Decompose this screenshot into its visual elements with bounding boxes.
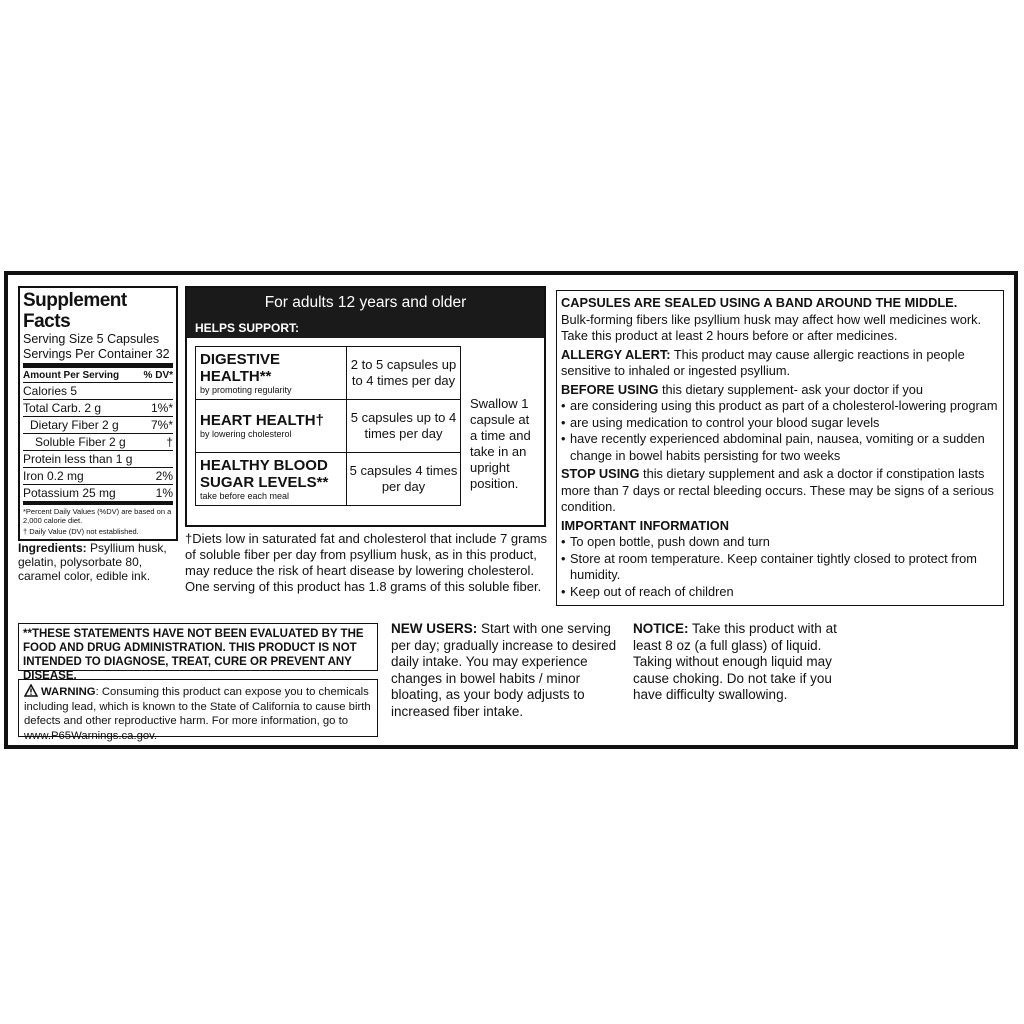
facts-row: Dietary Fiber 2 g 7%* <box>23 416 173 433</box>
allergy-alert: ALLERGY ALERT: This product may cause allergic reactions in people sensitive to inhaled or ingested psyllium. <box>561 346 965 378</box>
directions-title: For adults 12 years and older <box>264 294 467 311</box>
product-label-panel <box>4 271 1018 749</box>
directions-panel <box>185 286 546 527</box>
serving-size: Serving Size 5 Capsules <box>23 332 160 346</box>
warnings-panel <box>556 290 1004 606</box>
facts-row: Iron 0.2 mg 2% <box>23 469 173 483</box>
facts-row: Potassium 25 mg 1% <box>23 486 173 500</box>
facts-row: Protein less than 1 g <box>23 450 173 467</box>
list-item: • are considering using this product as part of a cholesterol-lowering program <box>561 398 998 413</box>
capsules-text: Bulk-forming fibers like psyllium husk may affect how well medicines work. Take this product at least 2 hours before or after medicines. <box>561 311 982 343</box>
facts-row: Calories 5 <box>23 382 173 399</box>
important-information-heading: IMPORTANT INFORMATION <box>561 517 729 533</box>
usage-table <box>195 346 461 506</box>
list-item: • To open bottle, push down and turn <box>561 534 770 549</box>
capsules-heading: CAPSULES ARE SEALED USING A BAND AROUND THE MIDDLE. <box>561 295 958 310</box>
list-item: • Keep out of reach of children <box>561 583 734 599</box>
list-item: • are using medication to control your blood sugar levels <box>561 414 880 430</box>
servings-per-container: Servings Per Container 32 <box>23 347 170 361</box>
fda-disclaimer: **THESE STATEMENTS HAVE NOT BEEN EVALUATED BY THE FOOD AND DRUG ADMINISTRATION. THIS PRODUCT IS NOT INTENDED TO DIAGNOSE, TREAT, CURE OR PREVENT ANY DISEASE. <box>18 623 378 671</box>
supplement-facts-box <box>18 286 178 541</box>
directions-header <box>187 288 544 338</box>
heart-health-claim: †Diets low in saturated fat and cholesterol that include 7 grams of soluble fiber per day from psyllium husk, as in this product, may reduce the risk of heart disease by lowering cholesterol. One serving of this product has 1.8 grams of this soluble fiber. <box>185 531 548 594</box>
prop65-warning: WARNING: Consuming this product can expose you to chemicals including lead, which is known to the State of California to cause birth defects and other reproductive harm. For more information, go to www.P65Warnings.ca.gov. <box>18 679 378 737</box>
swallow-instructions: Swallow 1 capsule at a time and take in an upright position. <box>470 396 531 491</box>
table-row: DIGESTIVE HEALTH** by promoting regularity 2 to 5 capsules up to 4 times per day <box>196 347 461 400</box>
ingredients: Ingredients: Psyllium husk, gelatin, polysorbate 80, caramel color, edible ink. <box>18 541 167 583</box>
before-using: BEFORE USING this dietary supplement- ask your doctor if you <box>561 381 924 397</box>
table-row: HEALTHY BLOOD SUGAR LEVELS** take before each meal 5 capsules 4 times per day <box>196 453 461 506</box>
dv-footnote: *Percent Daily Values (%DV) are based on a 2,000 calorie diet. <box>23 507 172 525</box>
warning-triangle-icon <box>24 684 38 697</box>
facts-header: Amount Per Serving % DV* <box>23 370 173 381</box>
list-item: • Store at room temperature. Keep container tightly closed to protect from humidity. <box>561 550 977 582</box>
facts-row: Total Carb. 2 g 1%* <box>23 401 173 415</box>
facts-row: Soluble Fiber 2 g † <box>23 433 173 450</box>
helps-support-label: HELPS SUPPORT: <box>195 321 300 335</box>
table-row: HEART HEALTH† by lowering cholesterol 5 capsules up to 4 times per day <box>196 400 461 453</box>
dv-footnote-2: † Daily Value (DV) not established. <box>23 527 139 536</box>
notice-note: NOTICE: Take this product with at least 8 oz (a full glass) of liquid. Taking without enough liquid may cause choking. Do not take if you have difficulty swallowing. <box>633 621 837 702</box>
new-users-note: NEW USERS: Start with one serving per day; gradually increase to desired daily intake. You may experience changes in bowel habits / minor bloating, as your body adjusts to increased fiber intake. <box>391 621 617 719</box>
list-item: • have recently experienced abdominal pain, nausea, vomiting or a sudden change in bowel habits persisting for two weeks <box>561 431 985 463</box>
supplement-facts-title: Supplement Facts <box>23 290 127 332</box>
stop-using: STOP USING this dietary supplement and ask a doctor if constipation lasts more than 7 days or rectal bleeding occurs. These may be signs of a serious condition. <box>561 466 994 514</box>
